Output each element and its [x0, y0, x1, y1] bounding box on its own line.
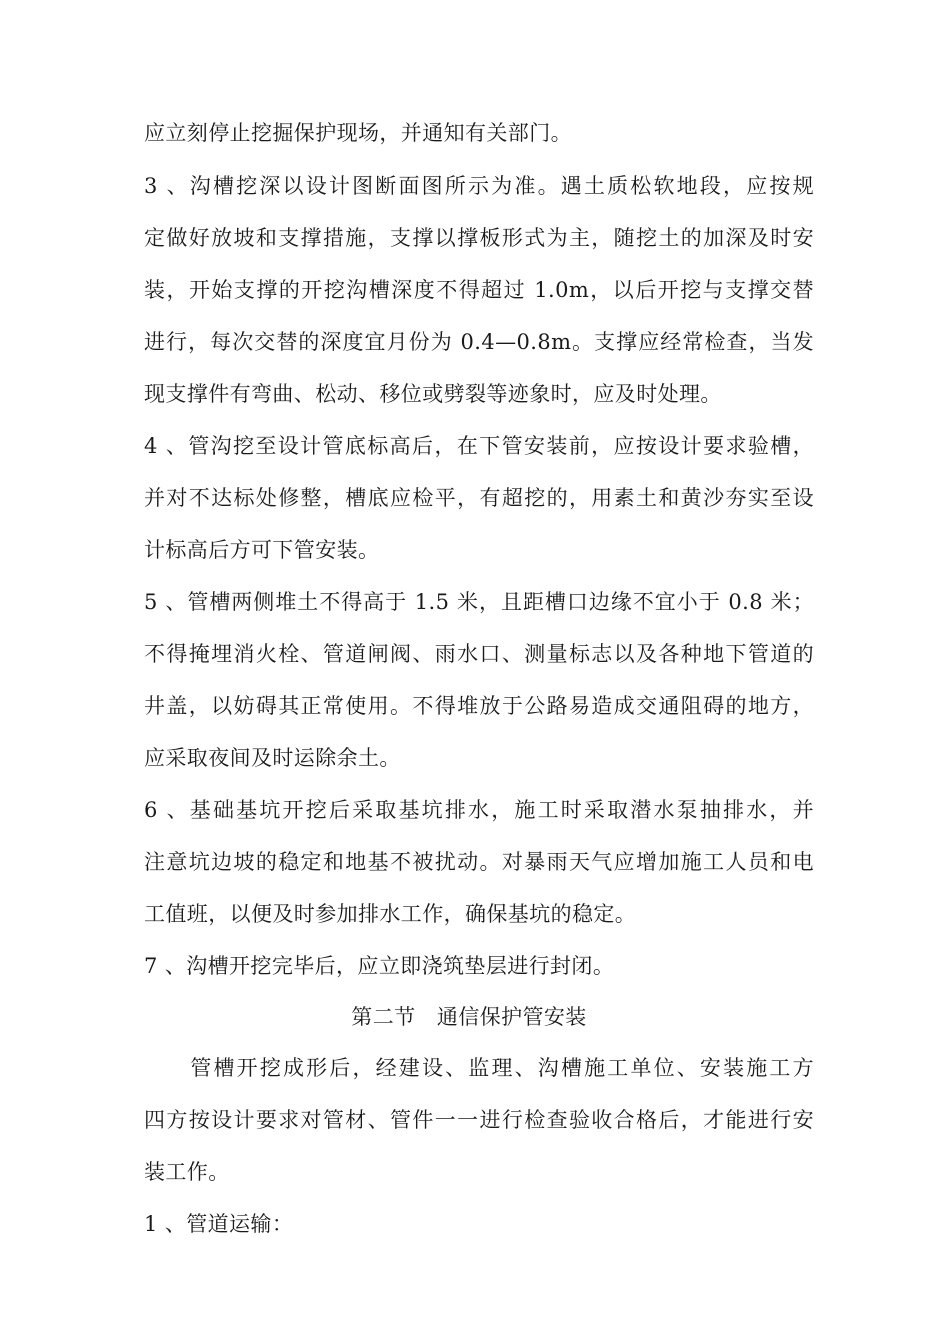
list-item-4: 4 、管沟挖至设计管底标高后，在下管安装前，应按设计要求验槽，: [144, 434, 814, 458]
text-line: 进行，每次交替的深度宜月份为 0.4—0.8m。支撑应经常检查，当发: [144, 330, 814, 354]
text-line: 不得掩埋消火栓、管道闸阀、雨水口、测量标志以及各种地下管道的: [144, 642, 814, 666]
text-line: 装工作。: [144, 1160, 230, 1184]
text-line: 装，开始支撑的开挖沟槽深度不得超过 1.0m，以后开挖与支撑交替: [144, 278, 814, 302]
list-item-1: 1 、管道运输：: [144, 1212, 294, 1236]
text-line: 定做好放坡和支撑措施，支撑以撑板形式为主，随挖土的加深及时安: [144, 226, 814, 250]
text-line: 四方按设计要求对管材、管件一一进行检查验收合格后，才能进行安: [144, 1108, 814, 1132]
text-line: 工值班，以便及时参加排水工作，确保基坑的稳定。: [144, 902, 637, 926]
text-line: 应立刻停止挖掘保护现场，并通知有关部门。: [144, 121, 572, 145]
list-item-5: 5 、管槽两侧堆土不得高于 1.5 米，且距槽口边缘不宜小于 0.8 米；: [144, 590, 814, 614]
text-line: 现支撑件有弯曲、松动、移位或劈裂等迹象时，应及时处理。: [144, 382, 722, 406]
list-item-7: 7 、沟槽开挖完毕后，应立即浇筑垫层进行封闭。: [144, 954, 615, 978]
text-line: 注意坑边坡的稳定和地基不被扰动。对暴雨天气应增加施工人员和电: [144, 850, 814, 874]
text-line: 计标高后方可下管安装。: [144, 538, 380, 562]
text-line: 并对不达标处修整，槽底应检平，有超挖的，用素土和黄沙夯实至设: [144, 486, 814, 510]
text-line: 管槽开挖成形后，经建设、监理、沟槽施工单位、安装施工方: [144, 1056, 814, 1080]
text-line: 应采取夜间及时运除余土。: [144, 746, 401, 770]
text-line: 井盖，以妨碍其正常使用。不得堆放于公路易造成交通阻碍的地方，: [144, 694, 814, 718]
list-item-6: 6 、基础基坑开挖后采取基坑排水，施工时采取潜水泵抽排水，并: [144, 798, 814, 822]
section-heading: 第二节 通信保护管安装: [351, 1005, 587, 1029]
list-item-3: 3 、沟槽挖深以设计图断面图所示为准。遇土质松软地段，应按规: [144, 174, 814, 198]
